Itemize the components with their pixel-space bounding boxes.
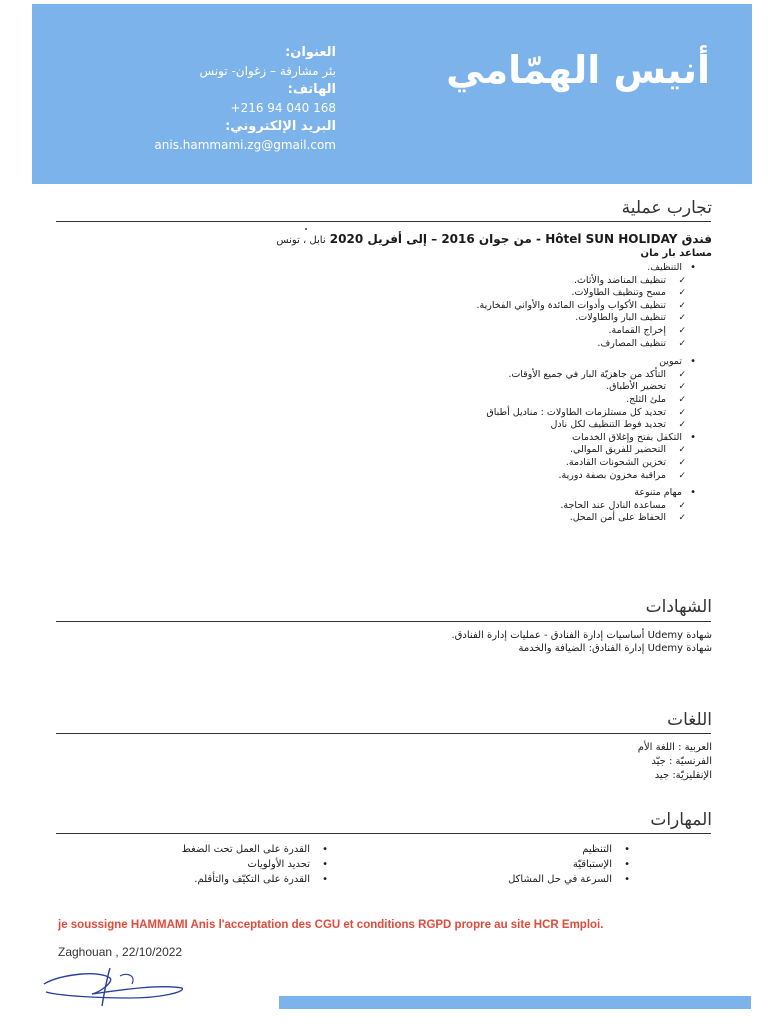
languages-title: اللغات <box>667 710 712 730</box>
check-icon: ✓ <box>678 382 686 393</box>
skills-title: المهارات <box>650 810 712 830</box>
check-icon: ✓ <box>678 394 686 405</box>
check-icon: ✓ <box>678 513 686 524</box>
certificates-divider <box>56 621 711 622</box>
skills-divider <box>56 833 711 834</box>
header-banner <box>32 4 752 184</box>
duty-group-services: • التكفل بفتح وإغلاق الخدمات <box>296 432 696 445</box>
certificates-list <box>212 629 712 655</box>
place-date: Zaghouan , 22/10/2022 <box>58 945 183 959</box>
experience-title: تجارب عملية <box>621 198 712 218</box>
check-icon: ✓ <box>678 338 686 349</box>
duty-item: ✓ تجديد كل مستلزمات الطاولات : مناديل أطباق <box>486 406 686 418</box>
duty-item: ✓ تنظيف البار والطاولات. <box>575 312 686 324</box>
check-icon: ✓ <box>678 470 686 481</box>
job-title-text: فندق Hôtel SUN HOLIDAY - من جوان 2016 – إلى أفريل 2020 <box>329 232 712 246</box>
job-role: مساعد بار مان <box>640 248 712 259</box>
check-icon: ✓ <box>678 407 686 418</box>
duty-item: ✓ تخزين الشحونات القادمة. <box>565 456 686 468</box>
certificate-item: شهادة Udemy إدارة الفنادق: الضيافة والخدمة <box>518 643 712 654</box>
signature <box>40 962 190 1012</box>
duty-item: ✓ تحضير الأطباق. <box>606 381 686 393</box>
job-location: نابل ، تونس <box>276 235 326 246</box>
address-value: بئر مشارقة – زغوان- تونس <box>199 64 336 78</box>
contact-block <box>112 44 336 155</box>
languages-list <box>412 741 712 783</box>
duty-item: ✓ إخراج القمامة. <box>608 324 686 336</box>
address-label: العنوان: <box>285 45 336 60</box>
check-icon: ✓ <box>678 420 686 431</box>
check-icon: ✓ <box>678 300 686 311</box>
skill-item: • تحديد الأولويات <box>108 857 328 872</box>
duty-item: ✓ تجديد فوط التنظيف لكل نادل <box>550 419 686 431</box>
email-label: البريد الإلكتروني: <box>225 119 336 134</box>
candidate-name: أنيس الهمّامي <box>446 48 710 92</box>
phone-label: الهاتف: <box>287 82 336 97</box>
skill-item: • القدرة على العمل تحت الضغط <box>108 842 328 857</box>
check-icon: ✓ <box>678 500 686 511</box>
check-icon: ✓ <box>678 288 686 299</box>
experience-divider <box>56 221 711 222</box>
skills-left-column <box>108 842 328 887</box>
skill-item: • التنظيم <box>410 842 630 857</box>
skill-item: • السرعة في حل المشاكل <box>410 872 630 887</box>
duty-item: ✓ تنظيف الأكواب وأدوات المائدة والأواني الفخارية. <box>476 299 686 311</box>
duty-item: ✓ تنظيف المصارف. <box>597 337 686 349</box>
email-value[interactable]: anis.hammami.zg@gmail.com <box>154 138 336 152</box>
languages-divider <box>56 733 711 734</box>
duty-group-misc: • مهام متنوعة <box>296 487 696 500</box>
skills-right-column <box>410 842 630 887</box>
check-icon: ✓ <box>678 275 686 286</box>
skill-item: • القدرة على التكيّف والتأقلم. <box>108 872 328 887</box>
duty-item: ✓ تنظيف المناضد والأثاث. <box>573 274 686 286</box>
certificates-title: الشهادات <box>645 597 712 617</box>
duty-item: ✓ ملئ الثلج. <box>626 393 686 405</box>
consent-statement: je soussigne HAMMAMI Anis l'acceptation des CGU et conditions RGPD propre au site HCR Emploi. <box>58 919 604 931</box>
duty-item: ✓ الحفاظ على أمن المحل. <box>569 512 686 524</box>
job-title <box>276 232 712 246</box>
language-item: الإنقليزيّة: جيد <box>654 770 712 781</box>
check-icon: ✓ <box>678 313 686 324</box>
language-item: العربية : اللغة الأم <box>637 742 712 753</box>
duty-item: ✓ مراقبة مخزون بصفة دورية. <box>558 469 686 481</box>
scan-speck <box>305 228 307 230</box>
check-icon: ✓ <box>678 457 686 468</box>
duty-group-cleaning: • التنظيف. <box>296 262 696 275</box>
duty-group-supply: • تموين <box>296 356 696 369</box>
footer-bar <box>279 996 751 1009</box>
check-icon: ✓ <box>678 445 686 456</box>
duty-item: ✓ التأكد من جاهزيّة البار في جميع الأوقات. <box>508 368 686 380</box>
language-item: الفرنسيّة : جيّد <box>651 756 712 767</box>
duty-item: ✓ التحضير للفريق الموالي. <box>570 444 686 456</box>
certificate-item: شهادة Udemy أساسيات إدارة الفنادق - عمليات إدارة الفنادق. <box>451 630 712 641</box>
duty-item: ✓ مساعدة النادل عند الحاجة. <box>560 499 686 511</box>
skill-item: • الإستباقيّة <box>410 857 630 872</box>
duties-list <box>296 262 696 525</box>
check-icon: ✓ <box>678 369 686 380</box>
duty-item: ✓ مسح وتنظيف الطاولات. <box>571 287 686 299</box>
phone-value: +216 94 040 168 <box>230 101 336 115</box>
check-icon: ✓ <box>678 325 686 336</box>
